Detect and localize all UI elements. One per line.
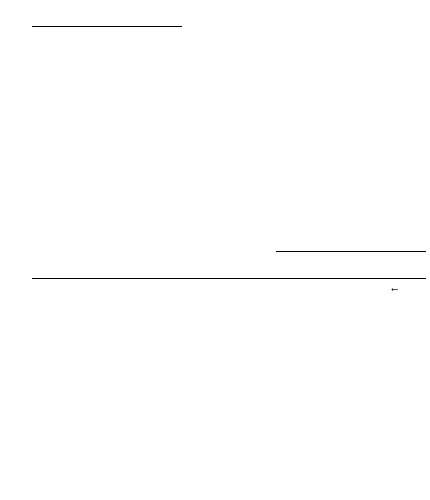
signal-underline (32, 26, 182, 27)
header-row (0, 0, 430, 9)
motif-underline-1 (276, 251, 426, 252)
motif-underline-2 (32, 278, 426, 279)
reverse-arrow-icon: ⟵ (392, 285, 398, 295)
